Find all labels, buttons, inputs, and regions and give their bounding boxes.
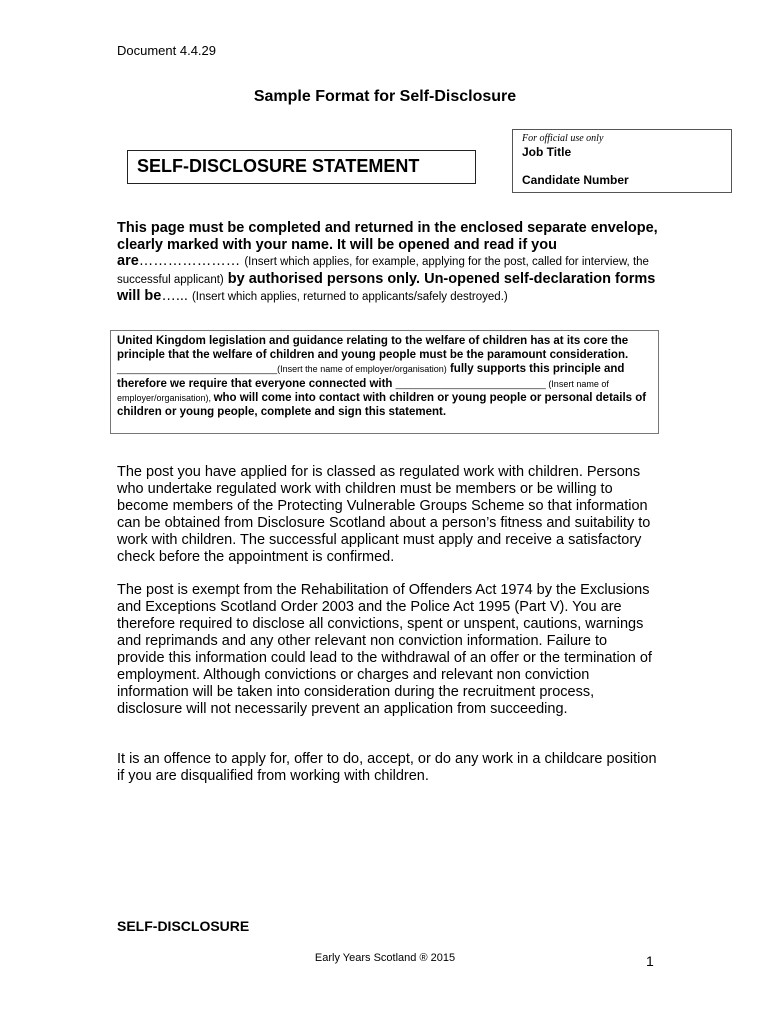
statement-title: SELF-DISCLOSURE STATEMENT	[127, 150, 476, 184]
intro-note-1: (Insert which applies, for example, applying for the post, called for interview, the successful applicant)	[117, 256, 649, 286]
intro-text-1: This page must be completed and returned in the enclosed separate envelope, clearly marked with your name. It will be opened and read if you are	[117, 220, 658, 269]
legal-blank-1: ________________________________	[117, 364, 278, 375]
official-use-note: For official use only	[522, 133, 604, 144]
document-number: Document 4.4.29	[117, 43, 217, 58]
exemption-paragraph: The post is exempt from the Rehabilitation of Offenders Act 1974 by the Exclusions and Exceptions Scotland Order 2003 and the Police Act 1995 (Part V). You are therefore required to disclose all convictions, spent or unspent, cautions, warnings and reprimands and any other relevant non conviction information. Failure to provide this information could lead to the withdrawal of an offer or the termination of employment. Although convictions or charges and relevant non conviction information will be taken into consideration during the recruitment process, disclosure will not necessarily prevent an application from succeeding.	[117, 582, 652, 717]
legal-note-1: (Insert the name of employer/organisation)	[277, 364, 447, 375]
page-number: 1	[646, 953, 654, 969]
section-heading: SELF-DISCLOSURE	[117, 918, 250, 934]
intro-note-2: (Insert which applies, returned to applicants/safely destroyed.)	[191, 291, 508, 303]
offence-paragraph: It is an offence to apply for, offer to do, accept, or do any work in a childcare position if you are disqualified from working with children.	[117, 751, 657, 784]
official-use-box	[512, 129, 732, 193]
intro-dots-1: …………………	[138, 253, 245, 269]
legal-text-1: United Kingdom legislation and guidance relating to the welfare of children has at its core the principle that the welfare of children and young people must be the paramount consideration.	[117, 335, 629, 362]
regulated-work-paragraph: The post you have applied for is classed as regulated work with children. Persons who undertake regulated work with children must be members or be willing to become members of the Protecting Vulnerable Groups Scheme so that information can be obtained from Disclosure Scotland about a person’s fitness and suitability to work with children. The successful applicant must apply and receive a satisfactory check before the appointment is confirmed.	[117, 464, 651, 565]
job-title-label: Job Title	[522, 145, 572, 159]
candidate-number-label: Candidate Number	[522, 173, 629, 187]
footer-text: Early Years Scotland ® 2015	[314, 952, 456, 964]
intro-text-2: by authorised persons only. Un-opened self-declaration forms will be	[117, 270, 656, 304]
legal-blank-2: ______________________________	[395, 378, 549, 389]
intro-paragraph	[117, 220, 662, 306]
legal-text-3: who will come into contact with children or young people or personal details of children or young people, complete and sign this statement.	[117, 391, 647, 419]
page-title: Sample Format for Self-Disclosure	[253, 88, 517, 105]
legal-text-2: fully supports this principle and therefore we require that everyone connected with	[117, 363, 625, 390]
legal-note-2: (Insert name of employer/organisation),	[117, 378, 609, 403]
intro-dots-2: …...	[161, 288, 192, 304]
legal-statement-box	[110, 330, 659, 434]
